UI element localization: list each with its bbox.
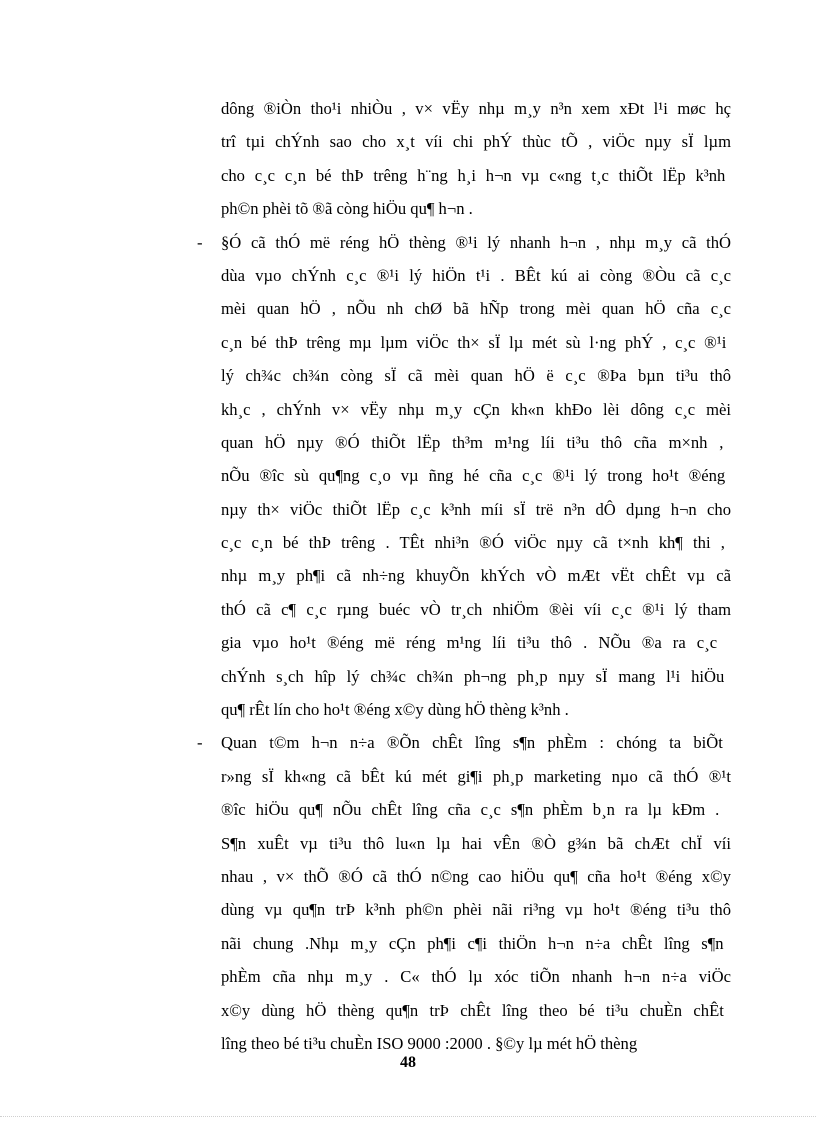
line-text: lîng theo bé ti³u chuÈn ISO 9000 :2000 . §©y lµ mét hÖ thèng — [221, 1033, 638, 1053]
line-text: c¸c c¸n bé thÞ trêng . TÊt nhi³n ®Ó viÖc nµy cã t×nh kh¶ thi , — [221, 533, 725, 553]
paragraph-line — [221, 393, 731, 426]
line-text: cho c¸c c¸n bé thÞ trêng h¨ng h¸i h¬n vµ c«ng t¸c thiÕt lËp k³nh — [221, 165, 726, 185]
bullet-marker: - — [197, 232, 203, 252]
line-text: r»ng sÏ kh«ng cã bÊt kú mét gi¶i ph¸p marketing nµo cã thÓ ®¹t — [221, 766, 731, 786]
paragraph-line — [221, 693, 731, 726]
line-text: §Ó cã thÓ më réng hÖ thèng ®¹i lý nhanh h¬n , nhµ m¸y cã thÓ — [221, 232, 731, 252]
line-text: ®îc hiÖu qu¶ nÕu chÊt lîng cña c¸c s¶n phÈm b¸n ra lµ kÐm . — [221, 800, 720, 820]
paragraph-line — [221, 860, 731, 893]
paragraph-line — [221, 326, 731, 359]
line-text: kh¸c , chÝnh v× vËy nhµ m¸y cÇn kh«n khÐo lèi dông c¸c mèi — [221, 399, 731, 419]
paragraph-line — [221, 960, 731, 993]
line-text: dông ®iÒn tho¹i nhiÒu , v× vËy nhµ m¸y n³n xem xÐt l¹i møc hç — [221, 99, 731, 118]
line-text: x©y dùng hÖ thèng qu¶n trÞ chÊt lîng theo bé ti³u chuÈn chÊt — [221, 1000, 724, 1020]
line-text: ph©n phèi tõ ®ã còng hiÖu qu¶ h¬n . — [221, 199, 473, 219]
page-number: 48 — [400, 1054, 416, 1071]
line-text: nhµ m¸y ph¶i cã nh÷ng khuyÕn khÝch vÒ mÆt vËt chÊt vµ cã — [221, 566, 731, 586]
paragraph-line — [221, 159, 731, 192]
paragraph-line — [221, 459, 731, 492]
paragraph-line — [221, 893, 731, 926]
paragraph-line — [221, 994, 731, 1027]
line-text: dùng vµ qu¶n trÞ k³nh ph©n phèi nãi ri³ng vµ ho¹t ®éng ti³u thô — [221, 900, 731, 920]
line-text: trî tµi chÝnh sao cho x¸t víi chi phÝ thùc tÕ , viÖc nµy sÏ lµm — [221, 132, 731, 152]
paragraph-line — [221, 827, 731, 860]
paragraph-line — [221, 259, 731, 292]
line-text: mèi quan hÖ , nÕu nh chØ bã hÑp trong mèi quan hÖ cña c¸c — [221, 299, 731, 319]
line-text: nãi chung .Nhµ m¸y cÇn ph¶i c¶i thiÖn h¬n n÷a chÊt lîng s¶n — [221, 933, 724, 953]
paragraph-line — [221, 660, 731, 693]
paragraph-line — [221, 92, 731, 125]
bullet-paragraph-line — [197, 226, 731, 259]
paragraph-line — [221, 927, 731, 960]
paragraph-line — [221, 125, 731, 158]
paragraph-line — [221, 526, 731, 559]
line-text: c¸n bé thÞ trêng mµ lµm viÖc th× sÏ lµ mét sù l·ng phÝ , c¸c ®¹i — [221, 332, 727, 352]
line-text: phÈm cña nhµ m¸y . C« thÓ lµ xóc tiÕn nhanh h¬n n÷a viÖc — [221, 967, 731, 987]
paragraph-line — [221, 292, 731, 325]
bullet-marker: - — [197, 733, 203, 753]
body-text — [197, 92, 731, 1060]
paragraph-line — [221, 760, 731, 793]
line-text: nÕu ®îc sù qu¶ng c¸o vµ ñng hé cña c¸c ®¹i lý trong ho¹t ®éng — [221, 466, 726, 486]
paragraph-line — [221, 493, 731, 526]
line-text: gia vµo ho¹t ®éng më réng m¹ng líi ti³u thô . NÕu ®a ra c¸c — [221, 633, 718, 653]
bullet-paragraph-line — [197, 726, 731, 759]
line-text: chÝnh s¸ch hîp lý ch¾c ch¾n ph¬ng ph¸p nµy sÏ mang l¹i hiÖu — [221, 666, 725, 686]
line-text: dùa vµo chÝnh c¸c ®¹i lý hiÖn t¹i . BÊt kú ai còng ®Òu cã c¸c — [221, 265, 731, 285]
paragraph-line — [221, 192, 731, 225]
line-text: qu¶ rÊt lín cho ho¹t ®éng x©y dùng hÖ thèng k³nh . — [221, 700, 569, 720]
paragraph-line — [221, 626, 731, 659]
line-text: quan hÖ nµy ®Ó thiÕt lËp th³m m¹ng líi ti³u thô cña m×nh , — [221, 432, 724, 452]
paragraph-line — [221, 359, 731, 392]
line-text: Quan t©m h¬n n÷a ®Õn chÊt lîng s¶n phÈm : chóng ta biÕt — [221, 733, 723, 753]
line-text: lý ch¾c ch¾n còng sÏ cã mèi quan hÖ ë c¸c ®Þa bµn ti³u thô — [221, 366, 731, 386]
page-bottom-edge — [0, 1116, 816, 1117]
line-text: S¶n xuÊt vµ ti³u thô lu«n lµ hai vÊn ®Ò g¾n bã chÆt chÏ víi — [221, 833, 731, 853]
paragraph-line — [221, 593, 731, 626]
line-text: nµy th× viÖc thiÕt lËp c¸c k³nh míi sÏ trë n³n dÔ dµng h¬n cho — [221, 499, 731, 519]
line-text: thÓ cã c¶ c¸c rµng buéc vÒ tr¸ch nhiÖm ®èi víi c¸c ®¹i lý tham — [221, 599, 731, 619]
line-text: nhau , v× thÕ ®Ó cã thÓ n©ng cao hiÖu qu¶ cña ho¹t ®éng x©y — [221, 866, 731, 886]
paragraph-line — [221, 559, 731, 592]
paragraph-line — [221, 793, 731, 826]
paragraph-line — [221, 426, 731, 459]
